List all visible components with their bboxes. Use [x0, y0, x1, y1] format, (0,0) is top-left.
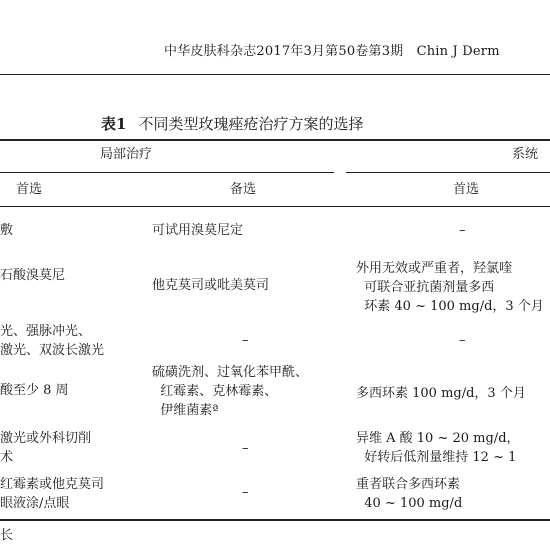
table-top-rule — [0, 139, 550, 141]
row6-local-first: 红霉素或他克莫司 眼液涂/点眼 — [0, 477, 105, 511]
header-rule — [0, 74, 550, 75]
row1-systemic-first: – — [459, 223, 466, 238]
table-number: 表1 — [101, 115, 127, 133]
table-title — [101, 113, 363, 134]
table-title-text: 不同类型玫瑰痤疮治疗方案的选择 — [138, 115, 364, 133]
table-bottom-rule — [0, 519, 550, 521]
row3-local-alt: – — [242, 333, 249, 348]
table-footnote: 长 — [0, 528, 14, 543]
row2-local-first: 石酸溴莫尼 — [0, 268, 66, 283]
group-underline-systemic — [346, 172, 550, 173]
group-header-local: 局部治疗 — [100, 147, 153, 162]
row4-systemic-first: 多西环素 100 mg/d，3 个月 — [356, 386, 526, 401]
row1-local-first: 敷 — [0, 223, 14, 238]
row2-local-alt: 他克莫司或吡美莫司 — [152, 278, 270, 293]
subheader-local-alt: 备选 — [230, 182, 257, 197]
journal-header: 中华皮肤科杂志2017年3月第50卷第3期 Chin J Derm — [164, 44, 500, 59]
subheader-systemic-first: 首选 — [453, 182, 480, 197]
header-bottom-rule — [0, 206, 550, 207]
row5-local-first: 激光或外科切削 术 — [0, 431, 92, 465]
row2-systemic-first: 外用无效或严重者，羟氯喹 可联合亚抗菌剂量多西 环素 40 ~ 100 mg/d，3 个月 — [356, 261, 544, 314]
group-header-systemic: 系统 — [512, 147, 539, 162]
row4-local-alt: 硫磺洗剂、过氧化苯甲酰、 红霉素、克林霉素、 伊维菌素ª — [152, 365, 309, 418]
row1-local-alt: 可试用溴莫尼定 — [152, 223, 244, 238]
row3-local-first: 光、强脉冲光、 激光、双波长激光 — [0, 324, 105, 358]
row5-local-alt: – — [242, 441, 249, 456]
row4-local-first: 酸至少 8 周 — [0, 383, 69, 398]
group-underline-local — [0, 172, 334, 173]
subheader-local-first: 首选 — [16, 182, 43, 197]
row5-systemic-first: 异维 A 酸 10 ~ 20 mg/d， 好转后低剂量维持 12 ~ 1 — [356, 431, 520, 465]
row6-local-alt: – — [242, 485, 249, 500]
row3-systemic-first: – — [459, 333, 466, 348]
row6-systemic-first: 重者联合多西环素 40 ~ 100 mg/d — [356, 477, 463, 511]
